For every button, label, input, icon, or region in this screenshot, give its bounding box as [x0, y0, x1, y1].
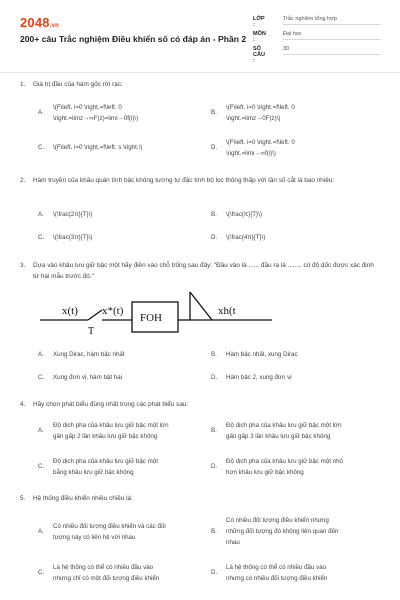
- option-text-line: \(F\left. i=0 \right.=f\left. 0: [226, 104, 295, 111]
- option-text-line: Hàm bậc 2, xung đơn vị: [226, 374, 292, 381]
- option-text-line: Hàm bậc nhất, xung Dirac: [226, 351, 298, 358]
- option-letter: C.: [38, 234, 45, 241]
- option-letter: C.: [38, 144, 45, 151]
- option-letter: A.: [38, 109, 44, 116]
- option-text-line: Độ dịch pha của khâu lưu giữ bậc một lớn: [53, 422, 169, 429]
- option-text-line: Xung Dirac, hàm bậc nhất: [53, 351, 125, 358]
- option-text-line: nhưng chỉ có một đối tượng điều khiển: [53, 575, 160, 582]
- option-text-line: \(\frac{2π}{T}\): [53, 211, 93, 218]
- option-letter: D.: [211, 569, 218, 576]
- question-number: 5.: [20, 495, 26, 502]
- option-text-line: Có nhiều đối tượng điều khiển nhưng: [226, 517, 329, 524]
- meta-label: SỐ CÂU :: [253, 46, 265, 64]
- option-text-line: Độ dịch pha của khâu lưu giữ bậc một nhỏ: [226, 458, 343, 465]
- option-text-line: Có nhiều đối tượng điều khiển và các đối: [53, 523, 166, 530]
- option-letter: B.: [211, 351, 217, 358]
- header-divider: [0, 72, 400, 73]
- question-number: 3.: [20, 262, 26, 269]
- option-text-line: \(\frac{π}{T}\): [226, 211, 262, 218]
- option-text-line: \(F\left. i=0 \right.=f\left. 0: [53, 104, 122, 111]
- question-stem: Hàm truyền của khâu quán tính bậc không tương tự đặc tính bộ lọc thông thấp với tần số cắt là bao nhiêu:: [33, 177, 335, 184]
- option-text-line: \(F\left. i=0 \right.=f\left. 0: [226, 139, 295, 146]
- logo-suffix: .vn: [49, 23, 60, 29]
- logo-main: 2048: [20, 15, 50, 30]
- option-text-line: bằng khâu lưu giữ bậc không: [53, 469, 134, 476]
- option-text-line: Xung đơn vị, hàm bật hai: [53, 374, 123, 381]
- option-letter: B.: [211, 211, 217, 218]
- meta-label: LỚP :: [253, 16, 265, 28]
- document-header: [0, 0, 400, 70]
- option-text-line: Độ dịch pha của khâu lưu giữ bậc một: [53, 458, 158, 465]
- option-text-line: nhưng có nhiều đối tượng điều khiển: [226, 575, 328, 582]
- question-stem: Hãy chọn phát biểu đúng nhất trong các phát biểu sau:: [33, 401, 189, 408]
- option-text-line: \(F\left. i=0 \right.=f\left. s \right.\): [53, 144, 143, 151]
- option-text-line: Độ dịch pha của khâu lưu giữ bậc một lớn: [226, 422, 342, 429]
- option-letter: B.: [211, 427, 217, 434]
- option-text-line: Là hệ thống có thể có nhiều đầu vào: [53, 564, 154, 571]
- option-letter: D.: [211, 463, 218, 470]
- option-text-line: tượng này có liên hệ với nhau: [53, 534, 136, 541]
- option-text-line: \right.=limz→∞F(z)=limi→0f(i)\): [53, 115, 139, 122]
- option-text-line: hơn khâu lưu giữ bậc không: [226, 469, 304, 476]
- meta-value: Đại học: [283, 31, 381, 40]
- question-stem: Hệ thống điều khiển nhiều chiều là:: [33, 495, 133, 502]
- option-text-line: \right.=limz→0F(z)\): [226, 115, 281, 122]
- ramp-slope: [190, 292, 212, 320]
- meta-value: Trắc nghiệm tổng hợp: [283, 16, 381, 25]
- option-letter: A.: [38, 427, 44, 434]
- option-letter: A.: [38, 351, 44, 358]
- option-letter: C.: [38, 463, 45, 470]
- option-text-line: Là hệ thống có thể có nhiều đầu vào: [226, 564, 327, 571]
- option-text-line: \(\frac{4π}{T}\): [226, 234, 266, 241]
- input-signal-label: x(t): [62, 305, 78, 317]
- page-title: 200+ câu Trắc nghiệm Điều khiển số có đáp án - Phần 2: [20, 34, 247, 44]
- option-letter: A.: [38, 211, 44, 218]
- foh-block-label: FOH: [140, 312, 163, 324]
- sampled-signal-label: x*(t): [102, 305, 124, 317]
- option-letter: A.: [38, 528, 44, 535]
- option-text-line: gấn gấp 2 lần khâu lưu giữ bậc không: [53, 433, 158, 440]
- option-text-line: \right.=limi→∞f(i)\): [226, 150, 276, 157]
- sampling-period-label: T: [88, 326, 95, 337]
- option-text-line: nhau: [226, 539, 240, 546]
- meta-label: MÔN :: [253, 31, 266, 43]
- option-letter: C.: [38, 569, 45, 576]
- foh-block-diagram: [40, 288, 280, 338]
- option-letter: B.: [211, 528, 217, 535]
- question-number: 1.: [20, 81, 26, 88]
- question-number: 4.: [20, 401, 26, 408]
- sampler-switch: [88, 310, 102, 320]
- question-number: 2.: [20, 177, 26, 184]
- option-letter: D.: [211, 374, 218, 381]
- option-text-line: \(\frac{3π}{T}\): [53, 234, 93, 241]
- option-text-line: gấn gấp 3 lần khâu lưu giữ bậc không: [226, 433, 331, 440]
- question-stem: Giá trị đầu của hàm gốc rời rạc:: [33, 81, 123, 88]
- output-signal-label: xh(t: [218, 305, 236, 317]
- question-stem: Dựa vào khâu lưu giữ bậc một hãy điền vào chỗ trống sau đây: "Đầu vào là ...... đầu ra là ........ có độ dốc được xác định từ hai mẫu trước đó.": [33, 262, 374, 280]
- option-letter: C.: [38, 374, 45, 381]
- meta-value: 30: [283, 46, 381, 55]
- option-letter: D.: [211, 144, 218, 151]
- option-letter: B.: [211, 109, 217, 116]
- site-logo[interactable]: [20, 15, 59, 30]
- option-text-line: những đối tượng đó không liên quan đến: [226, 528, 339, 535]
- option-letter: D.: [211, 234, 218, 241]
